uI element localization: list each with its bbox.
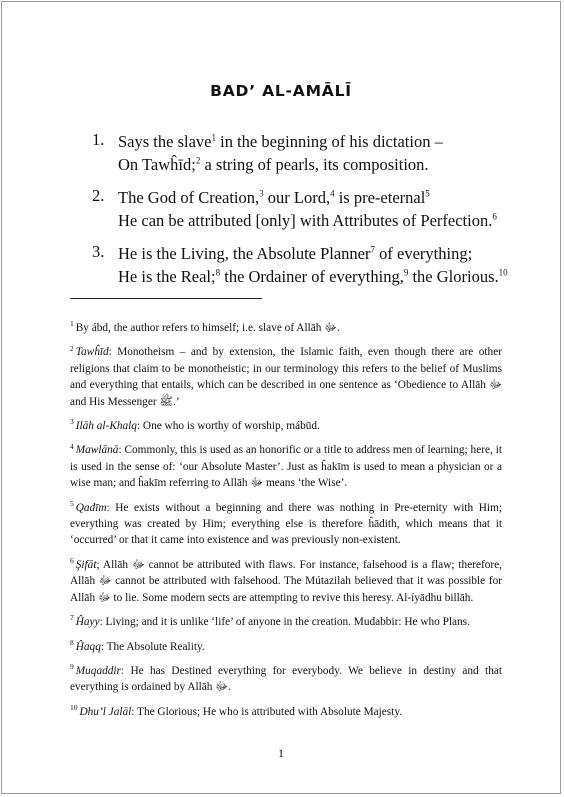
footnote-number: 10 — [70, 702, 78, 712]
footnote — [70, 320, 502, 336]
footnote-ref[interactable]: 2 — [195, 155, 201, 166]
verse-2 — [92, 186, 520, 232]
footnote-term: Muqaddir — [75, 664, 121, 677]
verse-line — [118, 130, 520, 153]
footnote — [70, 344, 502, 410]
verse-3 — [92, 242, 520, 288]
footnote-text: : The Absolute Reality. — [100, 640, 205, 653]
footnote-text: : He exists without a beginning and there was nothing in Pre-eternity with Him; everything was created by Him; everything else is therefore ĥādith, which means that it ‘occurred’ or that it came into existence and was previously non-existent. — [70, 501, 502, 547]
footnote-text: : Living; and it is unlike ‘life’ of anyone in the creation. Mudabbir: He who Plans. — [99, 616, 470, 629]
footnote-text: : One who is worthy of worship, mábūd. — [136, 420, 320, 433]
verse-text: He is the Real; — [118, 267, 216, 286]
footnote-text: : Commonly, this is used as an honorific or a title to address men of learning; here, it is used in the sense of: ‘our Absolute Master’. Just as ĥakīm is used to mean a physician or a wise man; and ĥakīm referring to Allāh ﷻ means ‘the Wise’. — [70, 444, 502, 490]
footnote-ref[interactable]: 1 — [211, 132, 216, 143]
footnote-number: 4 — [70, 441, 74, 451]
footnote — [70, 442, 502, 491]
footnote-divider — [70, 298, 262, 299]
footnote-number: 5 — [70, 498, 74, 508]
verse-line — [118, 153, 520, 176]
verse-text: He is the Living, the Absolute Planner — [118, 244, 371, 263]
footnote-ref[interactable]: 7 — [370, 244, 376, 255]
page-title: BAD’ AL-AMĀLĪ — [210, 82, 352, 100]
page-number: 1 — [278, 746, 284, 760]
verse-line — [118, 209, 520, 232]
verse-text: in the beginning of his dictation – — [215, 132, 443, 151]
footnote-text: : He has Destined everything for everybody. We believe in destiny and that everything is ordained by Allāh ﷻ. — [70, 664, 502, 694]
footnote-ref[interactable]: 5 — [425, 188, 430, 199]
footnote-number: 8 — [70, 637, 74, 647]
footnote-number: 9 — [70, 662, 74, 672]
verse-text: of everything; — [375, 244, 473, 263]
footnote-text: : Monotheism – and by extension, the Islamic faith, even though there are other religions that claim to be monotheistic; in our terminology this refers to the belief of Muslims and everything that entails, which can be described in one sentence as ‘Obedience to Allāh ﷻ and His Messenger ﷺ.’ — [70, 346, 502, 408]
verse-text: the Glorious. — [408, 267, 499, 286]
footnote-ref[interactable]: 10 — [498, 267, 508, 278]
footnote-term: Dhu’l Jalāl — [79, 705, 132, 718]
verse-line — [118, 265, 520, 288]
footnote-ref[interactable]: 9 — [403, 267, 409, 278]
footnote-term: Mawlānā — [75, 444, 119, 457]
verse-text: The God of Creation, — [118, 188, 260, 207]
footnote — [70, 418, 502, 434]
verse-number: 3. — [92, 242, 105, 261]
footnote — [70, 614, 502, 630]
verse-1 — [92, 130, 520, 176]
verse-line — [118, 242, 520, 265]
footnote — [70, 500, 502, 549]
verse-list — [92, 130, 520, 298]
footnote-term: Ĥaqq — [75, 640, 101, 653]
footnote-ref[interactable]: 8 — [215, 267, 221, 278]
footnote-term: Şifāt — [75, 558, 97, 571]
footnote-list — [70, 320, 502, 728]
footnote — [70, 557, 502, 606]
verse-number: 2. — [92, 186, 105, 205]
footnote-ref[interactable]: 6 — [492, 211, 497, 222]
footnote-ref[interactable]: 4 — [330, 188, 335, 199]
footnote-text: By ábd, the author refers to himself; i.e. slave of Allāh ﷻ. — [75, 322, 340, 334]
verse-text: a string of pearls, its composition. — [200, 155, 429, 174]
verse-text: our Lord, — [263, 188, 331, 207]
footnote-number: 3 — [70, 417, 74, 427]
footnote — [70, 639, 502, 655]
footnote-term: Tawĥīd — [75, 346, 109, 359]
verse-line — [118, 186, 520, 209]
footnote-number: 2 — [70, 343, 74, 353]
verse-number: 1. — [92, 130, 105, 149]
verse-text: the Ordainer of everything, — [220, 267, 404, 286]
footnote-term: Ĥayy — [75, 616, 100, 629]
footnote-ref[interactable]: 3 — [259, 188, 264, 199]
verse-text: He can be attributed [only] with Attributes of Perfection. — [118, 211, 493, 230]
footnote-text: ; Allāh ﷻ cannot be attributed with flaws. For instance, falsehood is a flaw; therefore, Allāh ﷻ cannot be attributed with falsehood. The Mútazilah believed that it was possible for Allāh ﷻ to lie. Some modern sects are attempting to revive this heresy. Al-íyādhu billāh. — [70, 558, 502, 604]
footnote-number: 7 — [70, 613, 74, 623]
footnote-number: 6 — [70, 556, 74, 566]
verse-text: is pre-eternal — [334, 188, 426, 207]
document-page — [1, 1, 561, 794]
footnote-number: 1 — [70, 319, 74, 329]
verse-text: Says the slave — [118, 132, 212, 151]
footnote — [70, 663, 502, 696]
footnote-text: : The Glorious; He who is attributed with Absolute Majesty. — [131, 705, 403, 718]
footnote-term: Ilāh al-Khalq — [75, 420, 137, 433]
verse-text: On Tawĥīd; — [118, 155, 196, 174]
footnote — [70, 704, 502, 720]
footnote-term: Qadīm — [75, 501, 107, 514]
